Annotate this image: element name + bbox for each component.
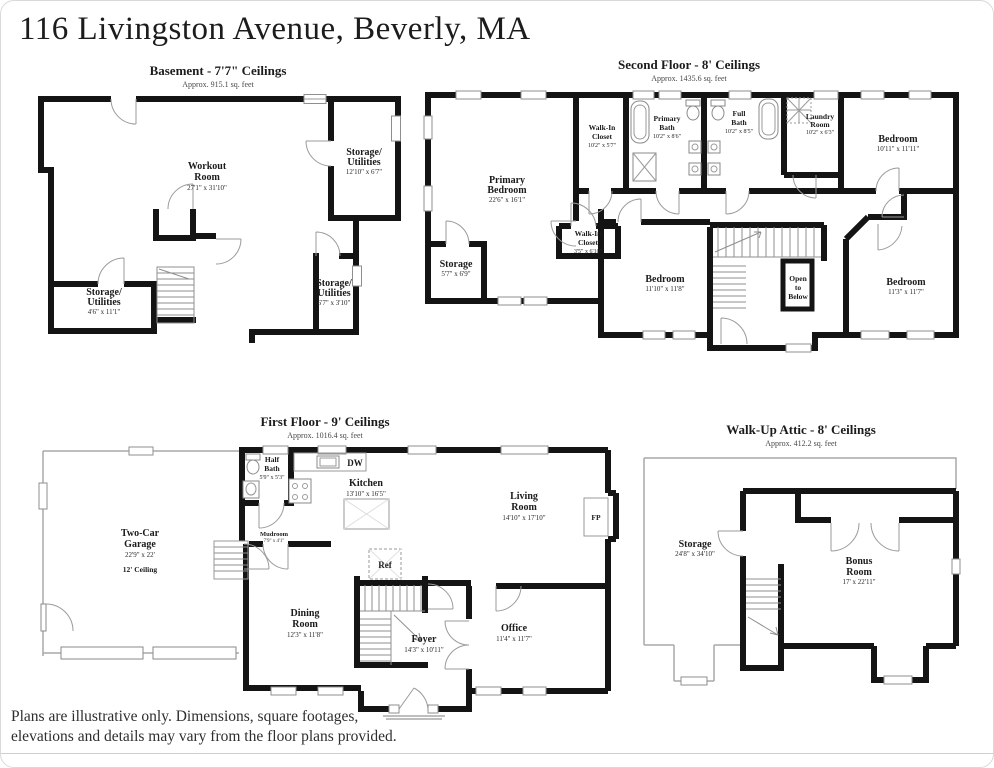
svg-text:12'3" x 11'8": 12'3" x 11'8" <box>287 631 323 639</box>
first-floor-fixtures <box>243 453 608 579</box>
svg-text:3'5" x 6'10": 3'5" x 6'10" <box>573 249 603 255</box>
attic-floorplan <box>636 449 966 704</box>
svg-text:10'2" x 5'7": 10'2" x 5'7" <box>587 143 617 149</box>
basement-title: Basement - 7'7" Ceilings <box>149 63 287 78</box>
kitchen-island <box>344 499 389 529</box>
svg-text:17' x 22'11": 17' x 22'11" <box>842 578 876 586</box>
attic-title: Walk-Up Attic - 8' Ceilings <box>726 422 876 437</box>
dishwasher-label: DW <box>347 458 363 468</box>
svg-text:10'2" x 8'6": 10'2" x 8'6" <box>652 134 682 140</box>
room-label-mudroom: Mudroom <box>259 531 289 538</box>
svg-text:6'7" x 3'10": 6'7" x 3'10" <box>317 299 351 307</box>
svg-text:22'9" x 22': 22'9" x 22' <box>125 551 155 559</box>
room-label-bonus-room: Bonus <box>845 556 873 567</box>
svg-text:Bedroom: Bedroom <box>487 185 527 196</box>
svg-text:22'6" x 16'1": 22'6" x 16'1" <box>488 196 526 204</box>
room-label-walkin-closet-1: Walk-In <box>588 123 616 132</box>
room-label-kitchen: Kitchen <box>349 478 383 489</box>
second-floor-walls <box>426 95 956 348</box>
basement-floorplan <box>31 91 406 341</box>
refrigerator-label: Ref <box>378 560 392 570</box>
garage-door <box>153 647 236 659</box>
basement-sqft: Approx. 915.1 sq. feet <box>182 80 254 89</box>
sidelight-window <box>428 705 438 713</box>
svg-text:11'4" x 11'7": 11'4" x 11'7" <box>496 635 532 643</box>
second-floor-title: Second Floor - 8' Ceilings <box>617 57 761 72</box>
room-label-office: Office <box>500 623 528 634</box>
svg-text:4'6" x 11'1": 4'6" x 11'1" <box>87 308 121 316</box>
svg-text:Utilities: Utilities <box>87 297 121 308</box>
svg-text:12'10" x 6'7": 12'10" x 6'7" <box>345 168 383 176</box>
basement-stairs <box>157 267 194 323</box>
basement-room-labels <box>86 147 382 316</box>
disclaimer-line-2: elevations and details may vary from the floor plans provided. <box>11 728 397 746</box>
svg-text:Room: Room <box>846 567 872 578</box>
svg-text:Bath: Bath <box>731 118 747 127</box>
room-label-primary-bath: Primary <box>653 114 681 123</box>
room-label-storage: Storage <box>439 259 473 270</box>
garage-ceiling-note: 12' Ceiling <box>122 565 158 574</box>
attic-header <box>726 422 876 448</box>
svg-text:Utilities: Utilities <box>317 288 351 299</box>
page-title: 116 Livingston Avenue, Beverly, MA <box>19 11 531 47</box>
garage-door <box>61 647 143 659</box>
room-label-bedroom-bl: Bedroom <box>645 274 685 285</box>
svg-text:13'10" x 16'5": 13'10" x 16'5" <box>346 490 386 498</box>
room-label-attic-storage: Storage <box>678 539 712 550</box>
svg-text:Room: Room <box>810 120 830 129</box>
svg-text:10'11" x 11'11": 10'11" x 11'11" <box>876 145 920 153</box>
room-label-primary-bedroom: Primary <box>488 175 526 186</box>
svg-text:24'8" x 34'10": 24'8" x 34'10" <box>675 550 715 558</box>
room-label-open-to-below: Open <box>789 274 807 283</box>
first-floor-floorplan <box>31 441 636 719</box>
svg-text:Utilities: Utilities <box>347 157 381 168</box>
room-label-storage-right: Storage/ <box>346 147 382 158</box>
second-floor-header <box>618 57 760 83</box>
toilet-icon <box>246 454 260 474</box>
svg-text:5'9" x 5'3": 5'9" x 5'3" <box>259 475 285 481</box>
svg-text:Bath: Bath <box>659 123 675 132</box>
svg-text:to: to <box>794 283 802 292</box>
svg-text:Room: Room <box>194 172 220 183</box>
svg-text:5'7" x 6'9": 5'7" x 6'9" <box>441 270 471 278</box>
attic-windows <box>884 559 960 684</box>
room-label-full-bath: Full <box>732 109 746 118</box>
bottom-divider <box>1 753 994 754</box>
second-floor-sqft: Approx. 1435.6 sq. feet <box>651 74 727 83</box>
svg-text:10'2" x 6'3": 10'2" x 6'3" <box>805 130 835 136</box>
svg-text:10'2" x 8'5": 10'2" x 8'5" <box>724 129 754 135</box>
room-label-bedroom-br: Bedroom <box>886 277 926 288</box>
room-label-storage-bottom: Storage/ <box>316 278 352 289</box>
first-floor-title: First Floor - 9' Ceilings <box>260 414 390 429</box>
second-floor-room-labels <box>440 109 927 301</box>
disclaimer-text <box>11 707 397 748</box>
svg-text:Room: Room <box>511 502 537 513</box>
svg-text:Garage: Garage <box>124 539 156 550</box>
toilet-icon <box>686 100 700 120</box>
disclaimer-line-1: Plans are illustrative only. Dimensions, square footages, <box>11 708 359 725</box>
basement-header <box>150 63 287 89</box>
room-label-foyer: Foyer <box>411 634 437 645</box>
svg-text:14'10" x 17'10": 14'10" x 17'10" <box>502 514 546 522</box>
first-floor-windows <box>129 446 548 719</box>
attic-sqft: Approx. 412.2 sq. feet <box>765 439 837 448</box>
room-label-laundry: Laundry <box>805 112 835 121</box>
second-floor-floorplan <box>421 86 966 356</box>
room-label-workout: Workout <box>187 161 227 172</box>
fireplace-label: FP <box>591 513 601 522</box>
svg-text:11'3" x 11'7": 11'3" x 11'7" <box>888 288 924 296</box>
svg-text:14'3" x 10'11": 14'3" x 10'11" <box>404 646 444 654</box>
room-label-walkin-closet-2: Walk-In <box>574 229 602 238</box>
first-floor-header <box>260 414 389 440</box>
toilet-icon <box>711 100 725 120</box>
room-label-half-bath: Half <box>264 455 280 464</box>
stove-icon <box>289 479 311 503</box>
svg-text:7'9" x 4'1": 7'9" x 4'1" <box>263 539 285 544</box>
svg-text:Room: Room <box>292 619 318 630</box>
attic-walls <box>743 491 956 683</box>
attic-stairs <box>746 579 781 635</box>
room-label-dining: Dining <box>290 608 320 619</box>
room-label-bedroom-tr: Bedroom <box>878 134 918 145</box>
svg-text:Closet: Closet <box>578 238 598 247</box>
room-label-garage: Two-Car <box>120 528 160 539</box>
room-label-living-room: Living <box>510 491 538 502</box>
svg-text:Closet: Closet <box>592 132 612 141</box>
first-floor-room-labels <box>121 455 601 654</box>
garage-side-door <box>41 604 46 631</box>
svg-text:Below: Below <box>788 292 808 301</box>
svg-text:11'10" x 11'8": 11'10" x 11'8" <box>645 285 685 293</box>
garage-entry-steps <box>214 541 248 579</box>
room-dims-workout: 27'1" x 31'10" <box>187 184 227 192</box>
first-floor-sqft: Approx. 1016.4 sq. feet <box>287 431 363 440</box>
svg-text:Bath: Bath <box>264 464 280 473</box>
room-label-storage-left: Storage/ <box>86 287 122 298</box>
bathroom-sink-icon <box>243 481 259 498</box>
